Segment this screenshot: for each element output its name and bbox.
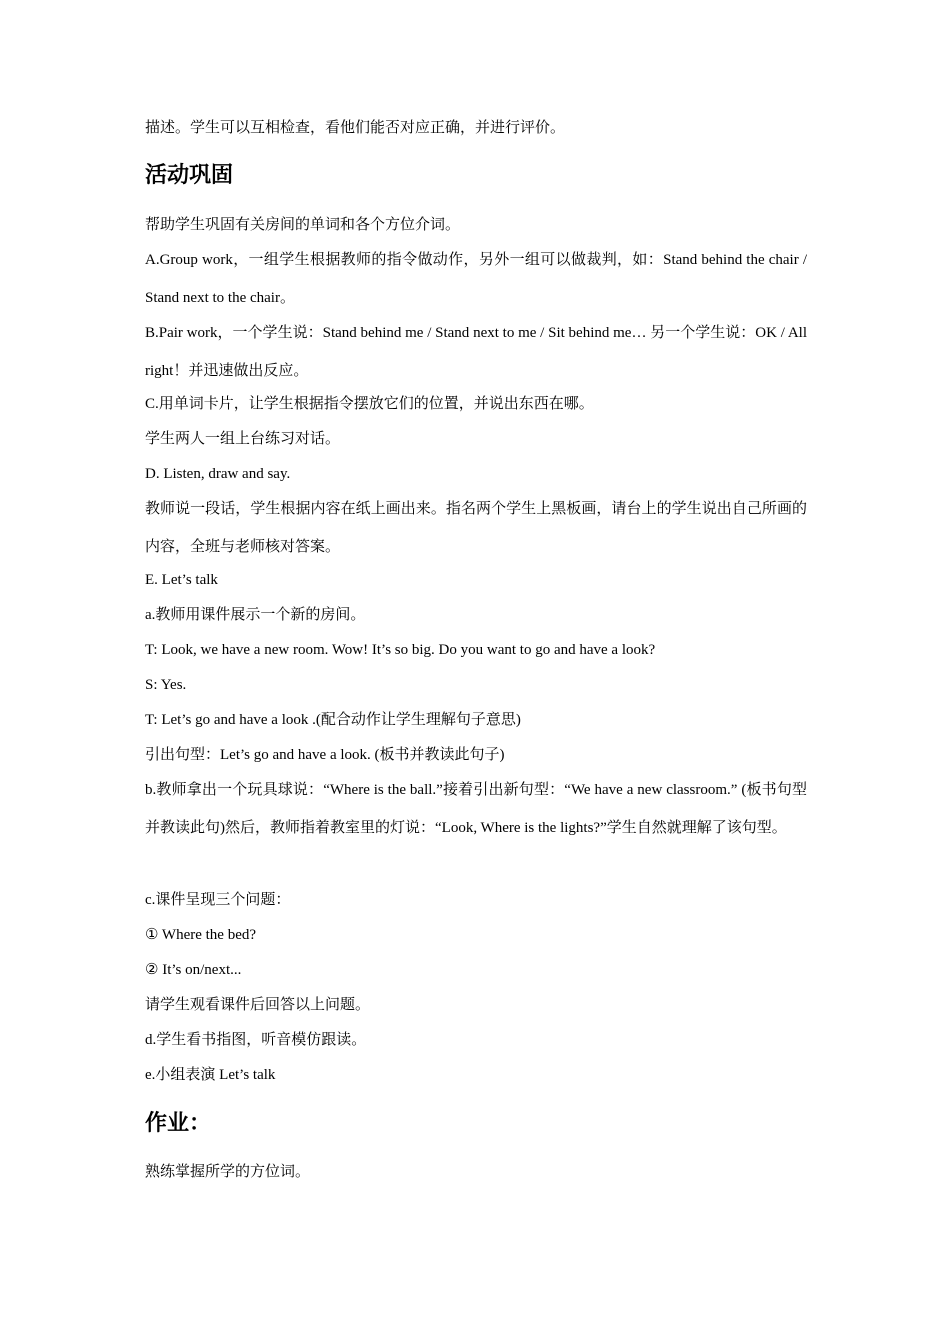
heading-homework: 作业： xyxy=(145,1110,212,1135)
pair-work-paragraph: B.Pair work，一个学生说：Stand behind me / Stand next to me / Sit behind me… 另一个学生说：OK / All right！并迅速做出反应。 xyxy=(145,325,807,379)
lets-talk-paragraph: E. Let’s talk xyxy=(145,572,218,588)
read-along-line: d.学生看书指图，听音模仿跟读。 xyxy=(145,1032,367,1048)
listen-draw-say-paragraph: D. Listen, draw and say. xyxy=(145,466,291,482)
teacher-look-line: T: Look, we have a new room. Wow! It’s so big. Do you want to go and have a look? xyxy=(145,642,656,658)
help-paragraph: 帮助学生巩固有关房间的单词和各个方位介词。 xyxy=(145,217,461,233)
teacher-says-paragraph: 教师说一段话，学生根据内容在纸上画出来。指名两个学生上黑板画，请台上的学生说出自己所画的内容，全班与老师核对答案。 xyxy=(145,501,807,555)
answer-after-line: 请学生观看课件后回答以上问题。 xyxy=(145,997,371,1013)
three-questions-line: c.课件呈现三个问题： xyxy=(145,892,291,908)
question-one: ① Where the bed? xyxy=(145,927,257,943)
group-perform-line: e.小组表演 Let’s talk xyxy=(145,1067,276,1083)
word-cards-paragraph: C.用单词卡片，让学生根据指令摆放它们的位置，并说出东西在哪。 xyxy=(145,396,594,412)
group-work-paragraph: A.Group work，一组学生根据教师的指令做动作，另外一组可以做裁判，如：Stand behind the chair / Stand next to the chair。 xyxy=(145,252,807,306)
intro-paragraph: 描述。学生可以互相检查，看他们能否对应正确，并进行评价。 xyxy=(145,120,566,136)
student-yes-line: S: Yes. xyxy=(145,677,187,693)
introduce-pattern-line: 引出句型：Let’s go and have a look. (板书并教读此句子) xyxy=(145,747,505,763)
pairs-stage-paragraph: 学生两人一组上台练习对话。 xyxy=(145,431,341,447)
question-two: ② It’s on/next... xyxy=(145,962,242,978)
teacher-ball-paragraph: b.教师拿出一个玩具球说：“Where is the ball.”接着引出新句型：“We have a new classroom.” (板书句型并教读此句)然后，教师指着教室里的灯说：“Look, Where is the lights?”学生自然就理解了该句型。 xyxy=(145,782,807,836)
homework-paragraph: 熟练掌握所学的方位词。 xyxy=(145,1164,311,1180)
show-room-paragraph: a.教师用课件展示一个新的房间。 xyxy=(145,607,366,623)
heading-activity: 活动巩固 xyxy=(145,162,234,187)
teacher-lets-go-line: T: Let’s go and have a look .(配合动作让学生理解句子意思) xyxy=(145,712,521,728)
